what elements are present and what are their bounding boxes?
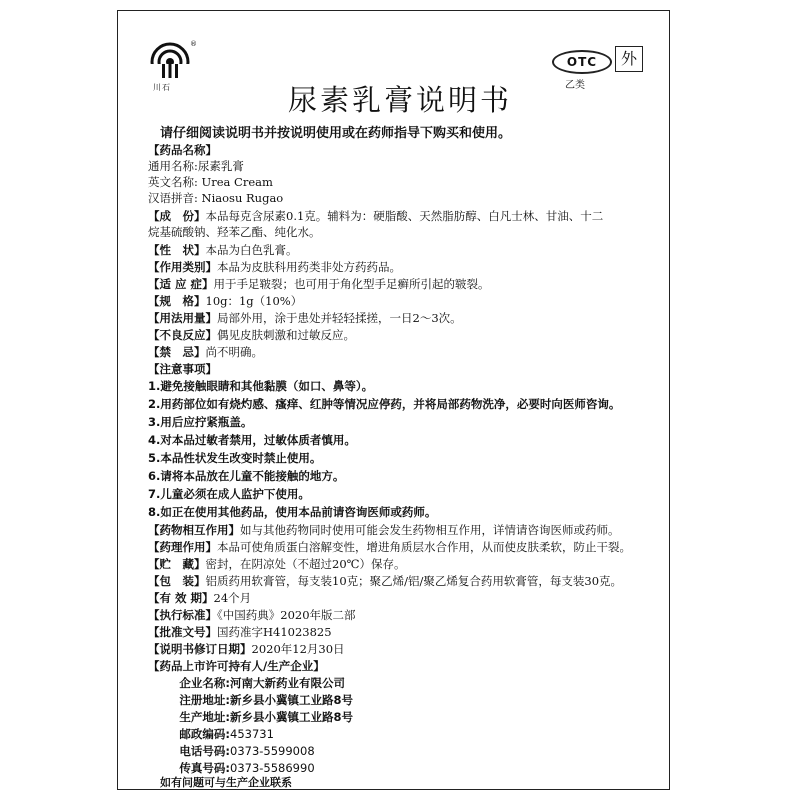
contra-heading: 【禁 忌】 — [148, 345, 206, 359]
generic-name-row — [148, 159, 244, 174]
holder-row — [160, 676, 345, 691]
company-logo-icon — [150, 42, 190, 82]
holder-label: 电话号码: — [179, 744, 230, 758]
validity-row — [148, 591, 251, 606]
approval-row — [148, 625, 332, 640]
package-row — [148, 574, 622, 589]
adverse-value: 偶见皮肤刺激和过敏反应。 — [217, 328, 355, 342]
properties-heading: 【性 状】 — [148, 243, 206, 257]
revision-value: 2020年12月30日 — [251, 642, 345, 656]
holder-value: 新乡县小冀镇工业路8号 — [230, 693, 354, 707]
holder-row — [160, 727, 274, 742]
package-value: 铝质药用软膏管，每支装10克；聚乙烯/铝/聚乙烯复合药用软膏管，每支装30克。 — [205, 574, 623, 588]
composition-line1: 本品每克含尿素0.1克。辅料为：硬脂酸、天然脂肪醇、白凡士林、甘油、十二 — [205, 209, 604, 223]
footer-note: 如有问题可与生产企业联系 — [160, 776, 292, 789]
precaution-item: 3.用后应拧紧瓶盖。 — [148, 415, 253, 429]
pinyin-name-row — [148, 191, 283, 206]
logo-text: 川石 — [153, 83, 171, 92]
category-value: 本品为皮肤科用药类非处方药药品。 — [217, 260, 401, 274]
properties-row — [148, 243, 298, 258]
composition-heading: 【成 份】 — [148, 209, 206, 223]
contra-value: 尚不明确。 — [205, 345, 263, 359]
composition-row — [148, 209, 603, 224]
approval-value: 国药准字H41023825 — [217, 625, 332, 639]
precaution-item: 1.避免接触眼睛和其他黏膜（如口、鼻等）。 — [148, 379, 374, 393]
approval-heading: 【批准文号】 — [148, 625, 217, 639]
holder-row — [160, 761, 315, 776]
precautions-heading: 【注意事项】 — [148, 362, 217, 376]
external-use-mark: 外 — [615, 46, 643, 72]
precaution-item: 2.用药部位如有烧灼感、瘙痒、红肿等情况应停药，并将局部药物洗净，必要时向医师咨询。 — [148, 397, 621, 411]
pharmacology-row — [148, 540, 631, 555]
package-heading: 【包 装】 — [148, 574, 206, 588]
otc-class: 乙类 — [565, 80, 585, 91]
revision-row — [148, 642, 345, 657]
composition-line2: 烷基硫酸钠、羟苯乙酯、纯化水。 — [148, 225, 321, 239]
interactions-value: 如与其他药物同时使用可能会发生药物相互作用，详情请咨询医师或药师。 — [240, 523, 620, 537]
interactions-row — [148, 523, 620, 538]
standard-row — [148, 608, 356, 623]
category-row — [148, 260, 401, 275]
registered-mark: ® — [190, 40, 197, 48]
category-heading: 【作用类别】 — [148, 260, 217, 274]
revision-heading: 【说明书修订日期】 — [148, 642, 252, 656]
pharmacology-value: 本品可使角质蛋白溶解变性，增进角质层水合作用，从而使皮肤柔软，防止干裂。 — [217, 540, 631, 554]
storage-heading: 【贮 藏】 — [148, 557, 206, 571]
precaution-item: 4.对本品过敏者禁用，过敏体质者慎用。 — [148, 433, 356, 447]
holder-value: 453731 — [230, 727, 274, 741]
indications-heading: 【适 应 症】 — [148, 277, 214, 291]
english-name-value: Urea Cream — [201, 175, 273, 189]
standard-heading: 【执行标准】 — [148, 608, 217, 622]
usage-heading: 【用法用量】 — [148, 311, 217, 325]
otc-badge: OTC — [552, 50, 612, 74]
precaution-item: 7.儿童必须在成人监护下使用。 — [148, 487, 310, 501]
holder-row — [160, 744, 315, 759]
holder-label: 企业名称: — [179, 676, 230, 690]
holder-value: 新乡县小冀镇工业路8号 — [230, 710, 354, 724]
holder-value: 0373-5599008 — [230, 744, 315, 758]
precaution-item: 5.本品性状发生改变时禁止使用。 — [148, 451, 322, 465]
page-title: 尿素乳膏说明书 — [287, 83, 512, 117]
validity-heading: 【有 效 期】 — [148, 591, 214, 605]
holder-value: 0373-5586990 — [230, 761, 315, 775]
holder-label: 生产地址: — [179, 710, 230, 724]
interactions-heading: 【药物相互作用】 — [148, 523, 240, 537]
section-heading-name: 【药品名称】 — [148, 143, 217, 157]
specification-heading: 【规 格】 — [148, 294, 206, 308]
properties-value: 本品为白色乳膏。 — [205, 243, 298, 257]
usage-row — [148, 311, 462, 326]
holder-label: 注册地址: — [179, 693, 230, 707]
pinyin-name-value: Niaosu Rugao — [201, 191, 284, 205]
generic-name-value: 尿素乳膏 — [197, 159, 244, 173]
holder-value: 河南大新药业有限公司 — [230, 676, 345, 690]
specification-row — [148, 294, 302, 309]
english-name-label: 英文名称: — [148, 175, 198, 189]
validity-value: 24个月 — [213, 591, 252, 605]
holder-heading: 【药品上市许可持有人/生产企业】 — [148, 659, 325, 673]
holder-row — [160, 710, 353, 725]
usage-value: 局部外用，涂于患处并轻轻揉搓，一日2～3次。 — [217, 311, 462, 325]
precaution-item: 8.如正在使用其他药品，使用本品前请咨询医师或药师。 — [148, 505, 437, 519]
precaution-item: 6.请将本品放在儿童不能接触的地方。 — [148, 469, 345, 483]
holder-label: 邮政编码: — [179, 727, 230, 741]
english-name-row — [148, 175, 273, 190]
storage-row — [148, 557, 406, 572]
pinyin-name-label: 汉语拼音: — [148, 191, 198, 205]
instruction-note: 请仔细阅读说明书并按说明使用或在药师指导下购买和使用。 — [160, 126, 512, 141]
contra-row — [148, 345, 263, 360]
indications-value: 用于手足皲裂；也可用于角化型手足癣所引起的皲裂。 — [213, 277, 490, 291]
adverse-heading: 【不良反应】 — [148, 328, 217, 342]
standard-value: 《中国药典》2020年版二部 — [217, 608, 356, 622]
storage-value: 密封，在阴凉处（不超过20℃）保存。 — [205, 557, 406, 571]
generic-name-label: 通用名称: — [148, 159, 198, 173]
specification-value: 10g：1g（10%） — [205, 294, 303, 308]
pharmacology-heading: 【药理作用】 — [148, 540, 217, 554]
holder-row — [160, 693, 353, 708]
adverse-row — [148, 328, 355, 343]
indications-row — [148, 277, 490, 292]
holder-label: 传真号码: — [179, 761, 230, 775]
